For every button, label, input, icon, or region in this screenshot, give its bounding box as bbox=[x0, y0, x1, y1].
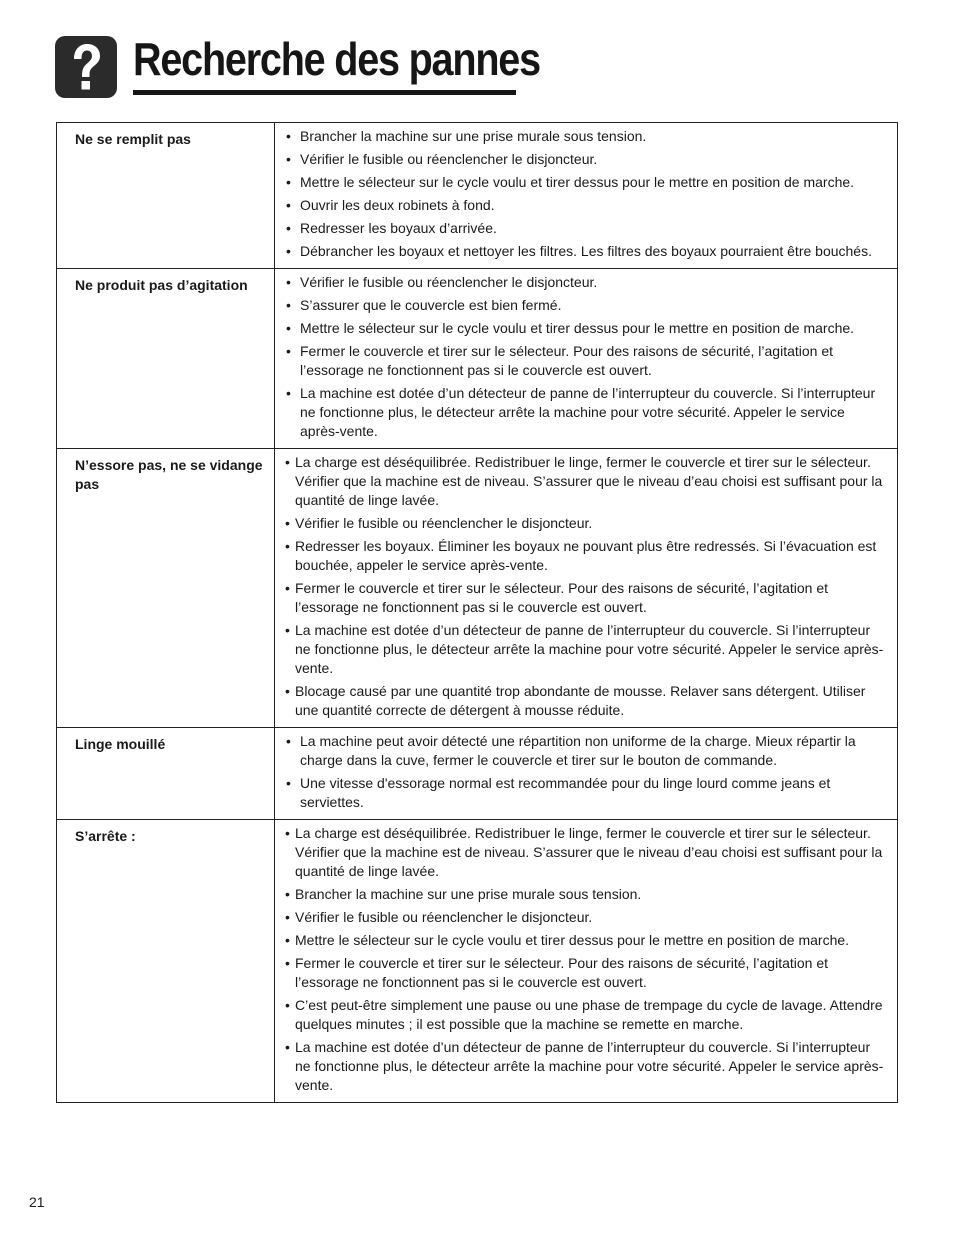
solutions-cell bbox=[275, 728, 898, 820]
table-row bbox=[57, 123, 898, 269]
solution-item: • S’assurer que le couvercle est bien fermé. bbox=[285, 296, 887, 315]
solutions-cell bbox=[275, 269, 898, 449]
solution-item: • Ouvrir les deux robinets à fond. bbox=[285, 196, 887, 215]
solution-item: • Mettre le sélecteur sur le cycle voulu et tirer dessus pour le mettre en position de marche. bbox=[285, 173, 887, 192]
solution-item: • Vérifier le fusible ou réenclencher le disjoncteur. bbox=[285, 908, 887, 927]
table-row bbox=[57, 820, 898, 1103]
solution-item: • La machine est dotée d’un détecteur de panne de l’interrupteur du couvercle. Si l’interrupteur ne fonctionne plus, le détecteur arrête la machine pour votre sécurité. Appeler le service après-vente. bbox=[285, 1038, 887, 1095]
page-title: Recherche des pannes bbox=[133, 33, 540, 85]
solution-item: • Redresser les boyaux. Éliminer les boyaux ne pouvant plus être redressés. Si l’évacuation est bouchée, appeler le service après-vente. bbox=[285, 537, 887, 575]
troubleshooting-table bbox=[56, 122, 898, 1103]
solution-item: • Débrancher les boyaux et nettoyer les filtres. Les filtres des boyaux pourraient être bouchés. bbox=[285, 242, 887, 261]
solution-list bbox=[285, 824, 887, 1095]
solution-item: • Vérifier le fusible ou réenclencher le disjoncteur. bbox=[285, 514, 887, 533]
problem-label: Ne se remplit pas bbox=[57, 123, 275, 269]
solution-item: • Une vitesse d'essorage normal est recommandée pour du linge lourd comme jeans et serviettes. bbox=[285, 774, 887, 812]
solution-list bbox=[285, 127, 887, 261]
solution-item: • Fermer le couvercle et tirer sur le sélecteur. Pour des raisons de sécurité, l’agitation et l’essorage ne fonctionnent pas si le couvercle est ouvert. bbox=[285, 342, 887, 380]
table-row bbox=[57, 728, 898, 820]
solution-list bbox=[285, 732, 887, 812]
table-row bbox=[57, 269, 898, 449]
question-mark-icon bbox=[55, 36, 117, 98]
solutions-cell bbox=[275, 123, 898, 269]
solution-item: • Fermer le couvercle et tirer sur le sélecteur. Pour des raisons de sécurité, l’agitation et l’essorage ne fonctionnent pas si le couvercle est ouvert. bbox=[285, 579, 887, 617]
problem-label: Linge mouillé bbox=[57, 728, 275, 820]
solution-item: • Vérifier le fusible ou réenclencher le disjoncteur. bbox=[285, 273, 887, 292]
problem-label: S’arrête : bbox=[57, 820, 275, 1103]
solutions-cell bbox=[275, 449, 898, 728]
solution-item: • La charge est déséquilibrée. Redistribuer le linge, fermer le couvercle et tirer sur le sélecteur. Vérifier que la machine est de niveau. S’assurer que le niveau d’eau choisi est suffisant pour la quantité de linge lavée. bbox=[285, 824, 887, 881]
solution-item: • C’est peut-être simplement une pause ou une phase de trempage du cycle de lavage. Attendre quelques minutes ; il est possible que la machine se remette en marche. bbox=[285, 996, 887, 1034]
solution-item: • Blocage causé par une quantité trop abondante de mousse. Relaver sans détergent. Utiliser une quantité correcte de détergent à mousse réduite. bbox=[285, 682, 887, 720]
table-row bbox=[57, 449, 898, 728]
solutions-cell bbox=[275, 820, 898, 1103]
solution-item: • Brancher la machine sur une prise murale sous tension. bbox=[285, 127, 887, 146]
solution-item: • La charge est déséquilibrée. Redistribuer le linge, fermer le couvercle et tirer sur le sélecteur. Vérifier que la machine est de niveau. S’assurer que le niveau d’eau choisi est suffisant pour la quantité de linge lavée. bbox=[285, 453, 887, 510]
solution-list bbox=[285, 453, 887, 720]
solution-list bbox=[285, 273, 887, 441]
problem-label: N’essore pas, ne se vidange pas bbox=[57, 449, 275, 728]
solution-item: • La machine est dotée d’un détecteur de panne de l’interrupteur du couvercle. Si l’interrupteur ne fonctionne plus, le détecteur arrête la machine pour votre sécurité. Appeler le service après-vente. bbox=[285, 384, 887, 441]
solution-item: • Fermer le couvercle et tirer sur le sélecteur. Pour des raisons de sécurité, l’agitation et l’essorage ne fonctionnent pas si le couvercle est ouvert. bbox=[285, 954, 887, 992]
solution-item: • La machine peut avoir détecté une répartition non uniforme de la charge. Mieux répartir la charge dans la cuve, fermer le couvercle et tirer sur le bouton de commande. bbox=[285, 732, 887, 770]
page-number: 21 bbox=[29, 1194, 45, 1210]
page-header bbox=[55, 33, 540, 100]
title-underline bbox=[133, 90, 516, 95]
solution-item: • Brancher la machine sur une prise murale sous tension. bbox=[285, 885, 887, 904]
solution-item: • Mettre le sélecteur sur le cycle voulu et tirer dessus pour le mettre en position de marche. bbox=[285, 931, 887, 950]
solution-item: • La machine est dotée d’un détecteur de panne de l’interrupteur du couvercle. Si l’interrupteur ne fonctionne plus, le détecteur arrête la machine pour votre sécurité. Appeler le service après-vente. bbox=[285, 621, 887, 678]
solution-item: • Mettre le sélecteur sur le cycle voulu et tirer dessus pour le mettre en position de marche. bbox=[285, 319, 887, 338]
problem-label: Ne produit pas d’agitation bbox=[57, 269, 275, 449]
solution-item: • Vérifier le fusible ou réenclencher le disjoncteur. bbox=[285, 150, 887, 169]
solution-item: • Redresser les boyaux d’arrivée. bbox=[285, 219, 887, 238]
